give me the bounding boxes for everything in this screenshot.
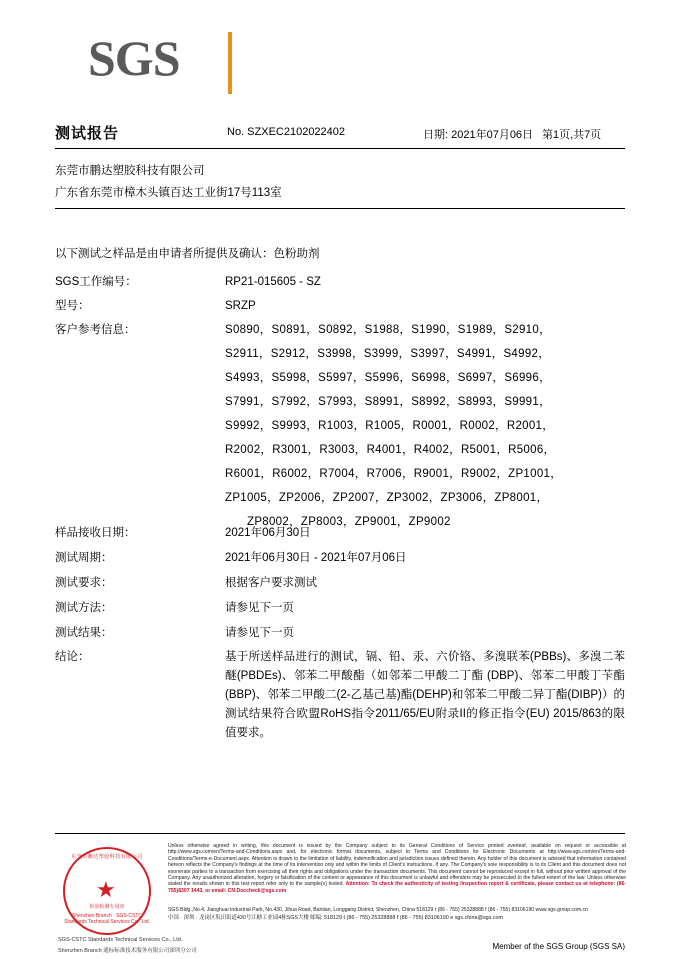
ref-line: S9992，S9993，R1003，R1005，R0001，R0002，R2001， xyxy=(225,420,555,432)
field-label: SGS工作编号： xyxy=(55,276,137,288)
customer-reference-values xyxy=(225,318,625,534)
company-block xyxy=(55,160,625,204)
seal-company-line2: Shenzhen Branch 通标标准技术服务有限公司深圳分公司 xyxy=(58,948,197,954)
seal-company-line1: SGS-CSTC Standards Technical Services Co., Ltd. xyxy=(58,937,183,943)
ref-line: R2002，R3001，R3003，R4001，R4002，R5001，R5006， xyxy=(225,444,556,456)
ref-line: S7991，S7992，S7993，S8991，S8992，S8993，S9991， xyxy=(225,396,551,408)
field-row xyxy=(55,621,625,646)
divider-top xyxy=(55,148,625,149)
ref-line: S2911，S2912，S3998，S3999，S3997，S4991，S4992， xyxy=(225,348,551,360)
conclusion-row xyxy=(55,648,625,743)
field-list-secondary xyxy=(55,521,625,646)
footer-address-block xyxy=(168,906,626,922)
footer-disclaimer xyxy=(168,843,626,894)
field-label: 型号： xyxy=(55,300,90,312)
field-label: 测试周期： xyxy=(55,552,113,564)
field-row xyxy=(55,596,625,621)
footer-address-en: SGS Bldg.,No.4, Jianghuai Industrial Park, No.430, Jihua Road, Bantian, Longgang District, Shenzhen, China 518129 t (86 - 755) 25328888 f (86 - 755) 83106190 www.sgs.group.com.cn xyxy=(168,907,588,913)
sgs-logo-bar xyxy=(228,32,232,94)
divider-mid xyxy=(55,208,625,209)
field-label: 样品接收日期： xyxy=(55,527,136,539)
sgs-logo xyxy=(88,30,268,92)
seal-bottom-text: Shenzhen Branch · SGS-CSTC Standards Technical Services Co., Ltd. xyxy=(64,913,150,925)
conclusion-label: 结论： xyxy=(55,651,90,663)
company-seal xyxy=(58,845,197,954)
field-value: RP21-015605 - SZ xyxy=(225,276,321,288)
footer-attention-text: Attention: To check the authenticity of testing /inspection report & certificate, please contact us at telephone: (86-755)8307 1443, or email: CN.Doccheck@sgs.com xyxy=(168,881,626,894)
conclusion-text: 基于所送样品进行的测试，镉、铅、汞、六价铬、多溴联苯(PBBs)、多溴二苯醚(PBDEs)、邻苯二甲酸酯（如邻苯二甲酸二丁酯 (DBP)、邻苯二甲酸丁苄酯(BBP)、邻苯二甲酸二(2-乙基己基)酯(DEHP)和邻苯二甲酸二异丁酯(DIBP)）的测试结果符合欧盟RoHS指令2011/65/EU附录II的修正指令(EU) 2015/863的限值要求。 xyxy=(225,651,625,739)
field-row xyxy=(55,270,625,294)
field-value: 2021年06月30日 - 2021年07月06日 xyxy=(225,552,407,564)
report-date: 日期: 2021年07月06日 xyxy=(423,129,534,141)
field-value: 2021年06月30日 xyxy=(225,527,311,539)
ref-line: S0890，S0891，S0892，S1988，S1990，S1989，S2910， xyxy=(225,324,551,336)
field-row xyxy=(55,294,625,318)
ref-line: ZP8002，ZP8003，ZP9001，ZP9002 xyxy=(247,516,451,528)
field-row xyxy=(55,546,625,571)
field-label: 测试结果： xyxy=(55,627,113,639)
field-value: 请参见下一页 xyxy=(225,602,294,614)
star-icon: ★ xyxy=(96,877,116,902)
seal-top-text: 东莞市鹏达塑胶科技有限公司 xyxy=(71,854,143,860)
field-label: 测试方法： xyxy=(55,602,113,614)
customer-reference-row xyxy=(55,318,625,534)
footer-address-cn: 中国 · 深圳 · 龙岗区坂田街道430号江糖工业园4栋SGS大楼 邮编: 518129 t (86 - 755) 25328888 f (86 - 755) 83106190 e sgs.china@sgs.com xyxy=(168,915,504,921)
ref-line: ZP1005，ZP2006，ZP2007，ZP3002，ZP3006，ZP8001， xyxy=(225,492,549,504)
report-number: No. SZXEC2102022402 xyxy=(227,126,346,138)
page-indicator: 第1页,共7页 xyxy=(542,129,602,141)
field-label: 测试要求： xyxy=(55,577,113,589)
divider-footer xyxy=(55,833,625,834)
field-list-primary xyxy=(55,270,625,534)
ref-line: R6001，R6002，R7004，R7006，R9001，R9002，ZP1001， xyxy=(225,468,563,480)
company-address: 广东省东莞市樟木头镇百达工业街17号113室 xyxy=(55,187,282,199)
field-label: 客户参考信息： xyxy=(55,324,136,336)
ref-line: S4993，S5998，S5997，S5996，S6998，S6997，S6996， xyxy=(225,372,551,384)
field-row xyxy=(55,521,625,546)
field-value: 请参见下一页 xyxy=(225,627,294,639)
sample-statement: 以下测试之样品是由申请者所提供及确认：色粉助剂 xyxy=(55,248,320,260)
report-title-row xyxy=(55,122,625,146)
field-row xyxy=(55,571,625,596)
field-value: SRZP xyxy=(225,300,256,312)
footer-disclaimer-text: Unless otherwise agreed in writing, this document is issued by the Company subject to its General Conditions of Service printed overleaf, available on request or accessible at http://www.sgs.com/en/Terms-and-Conditions.aspx and, for electronic format documents, subject to Terms and Conditions for Electronic Documents at http://www.sgs.com/en/Terms-and-Conditions/Terms-e-Document.aspx. Attention is drawn to the limitation of liability, indemnification and jurisdiction issues defined therein. Any holder of this document is advised that information contained hereon reflects the Company's findings at the time of its intervention only and within the limits of Client's instructions, if any. The Company's sole responsibility is to its Client and this document does not exonerate parties to a transaction from exercising all their rights and obligations under the transaction documents. This document cannot be reproduced except in full, without prior written approval of the Company. Any unauthorized alteration, forgery or falsification of the content or appearance of this document is unlawful and offenders may be prosecuted to the fullest extent of the law. Unless otherwise stated the results shown in this test report refer only to the sample(s) tested. xyxy=(168,843,626,888)
page-title: 测试报告 xyxy=(55,125,120,142)
sgs-logo-text: SGS xyxy=(88,30,180,86)
seal-mid-text: 检验检测专用章 xyxy=(89,904,125,910)
company-name: 东莞市鹏达塑胶科技有限公司 xyxy=(55,165,205,177)
field-value: 根据客户要求测试 xyxy=(225,577,317,589)
footer-member-line: Member of the SGS Group (SGS SA) xyxy=(492,942,625,951)
